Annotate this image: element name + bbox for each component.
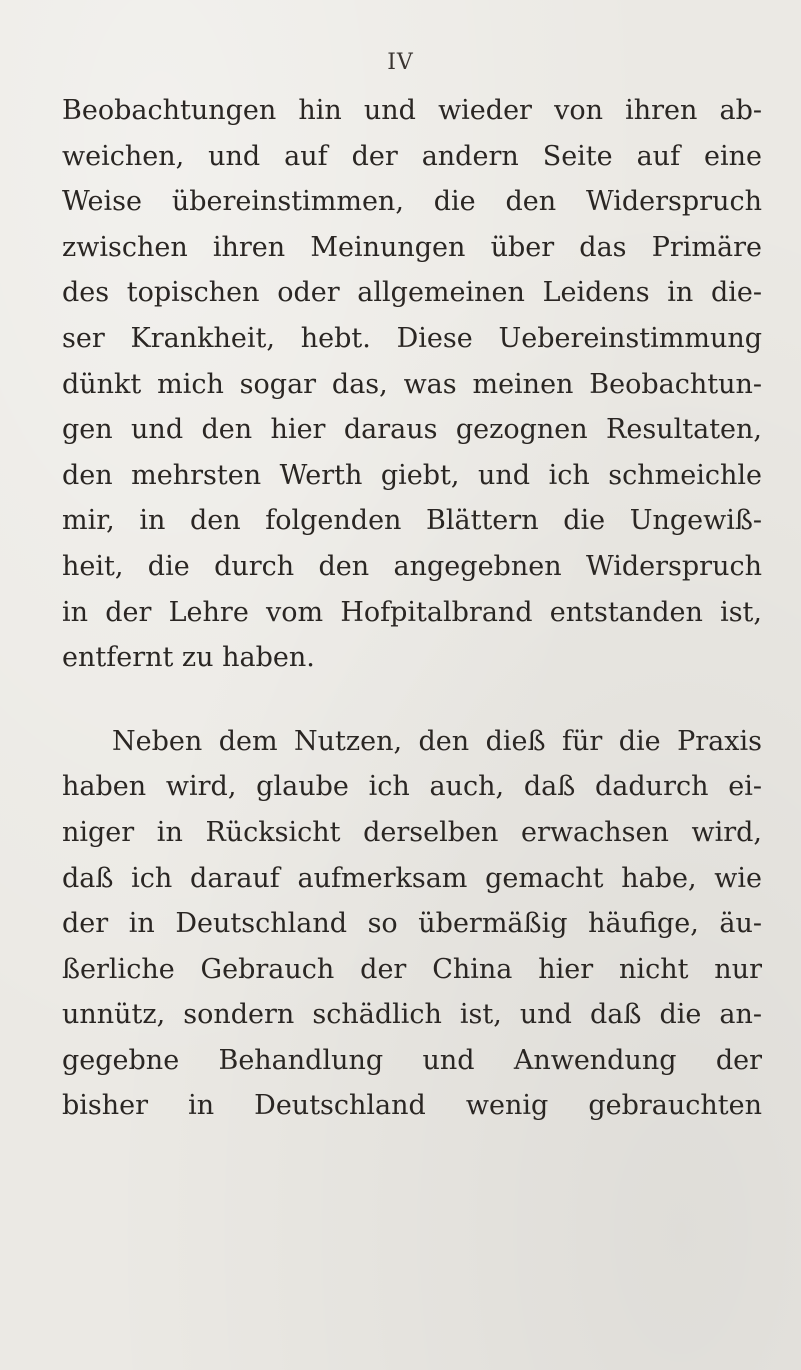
text-line: der in Deutschland so übermäßig häufige, äu- — [62, 908, 762, 940]
paragraph-2 — [62, 719, 762, 1129]
text-line: haben wird, glaube ich auch, daß dadurch ei- — [62, 771, 762, 803]
text-line-last: entfernt zu haben. — [62, 642, 315, 674]
text-line: dünkt mich sogar das, was meinen Beobachtun- — [62, 368, 762, 400]
text-line-first: Neben dem Nutzen, den dieß für die Praxis — [112, 725, 762, 757]
text-line: den mehrsten Werth giebt, und ich schmeichle — [62, 459, 762, 491]
text-line: des topischen oder allgemeinen Leidens in die- — [62, 277, 762, 309]
text-line: weichen, und auf der andern Seite auf eine — [62, 140, 762, 172]
text-line: in der Lehre vom Hofpitalbrand entstanden ist, — [62, 596, 762, 628]
text-line: mir, in den folgenden Blättern die Ungewiß- — [62, 505, 762, 537]
text-line: heit, die durch den angegebnen Widerspruch — [62, 550, 762, 582]
text-line: zwischen ihren Meinungen über das Primäre — [62, 231, 762, 263]
text-line: niger in Rücksicht derselben erwachsen wird, — [62, 816, 762, 848]
body-text — [62, 88, 762, 1129]
text-line: bisher in Deutschland wenig gebrauchten — [62, 1090, 762, 1122]
text-line: ßerliche Gebrauch der China hier nicht nur — [62, 953, 762, 985]
text-line: unnütz, sondern schädlich ist, und daß die an- — [62, 999, 762, 1031]
text-line: Beobachtungen hin und wieder von ihren ab- — [62, 95, 762, 126]
paragraph-1 — [62, 88, 762, 681]
text-line: Weise übereinstimmen, die den Widerspruch — [62, 186, 762, 218]
text-line: gen und den hier daraus gezognen Resultaten, — [62, 414, 762, 446]
text-line: daß ich darauf aufmerksam gemacht habe, wie — [62, 862, 762, 894]
text-line: ser Krankheit, hebt. Diese Uebereinstimmung — [62, 322, 762, 354]
text-line: gegebne Behandlung und Anwendung der — [62, 1044, 762, 1076]
page-number: IV — [387, 50, 414, 75]
